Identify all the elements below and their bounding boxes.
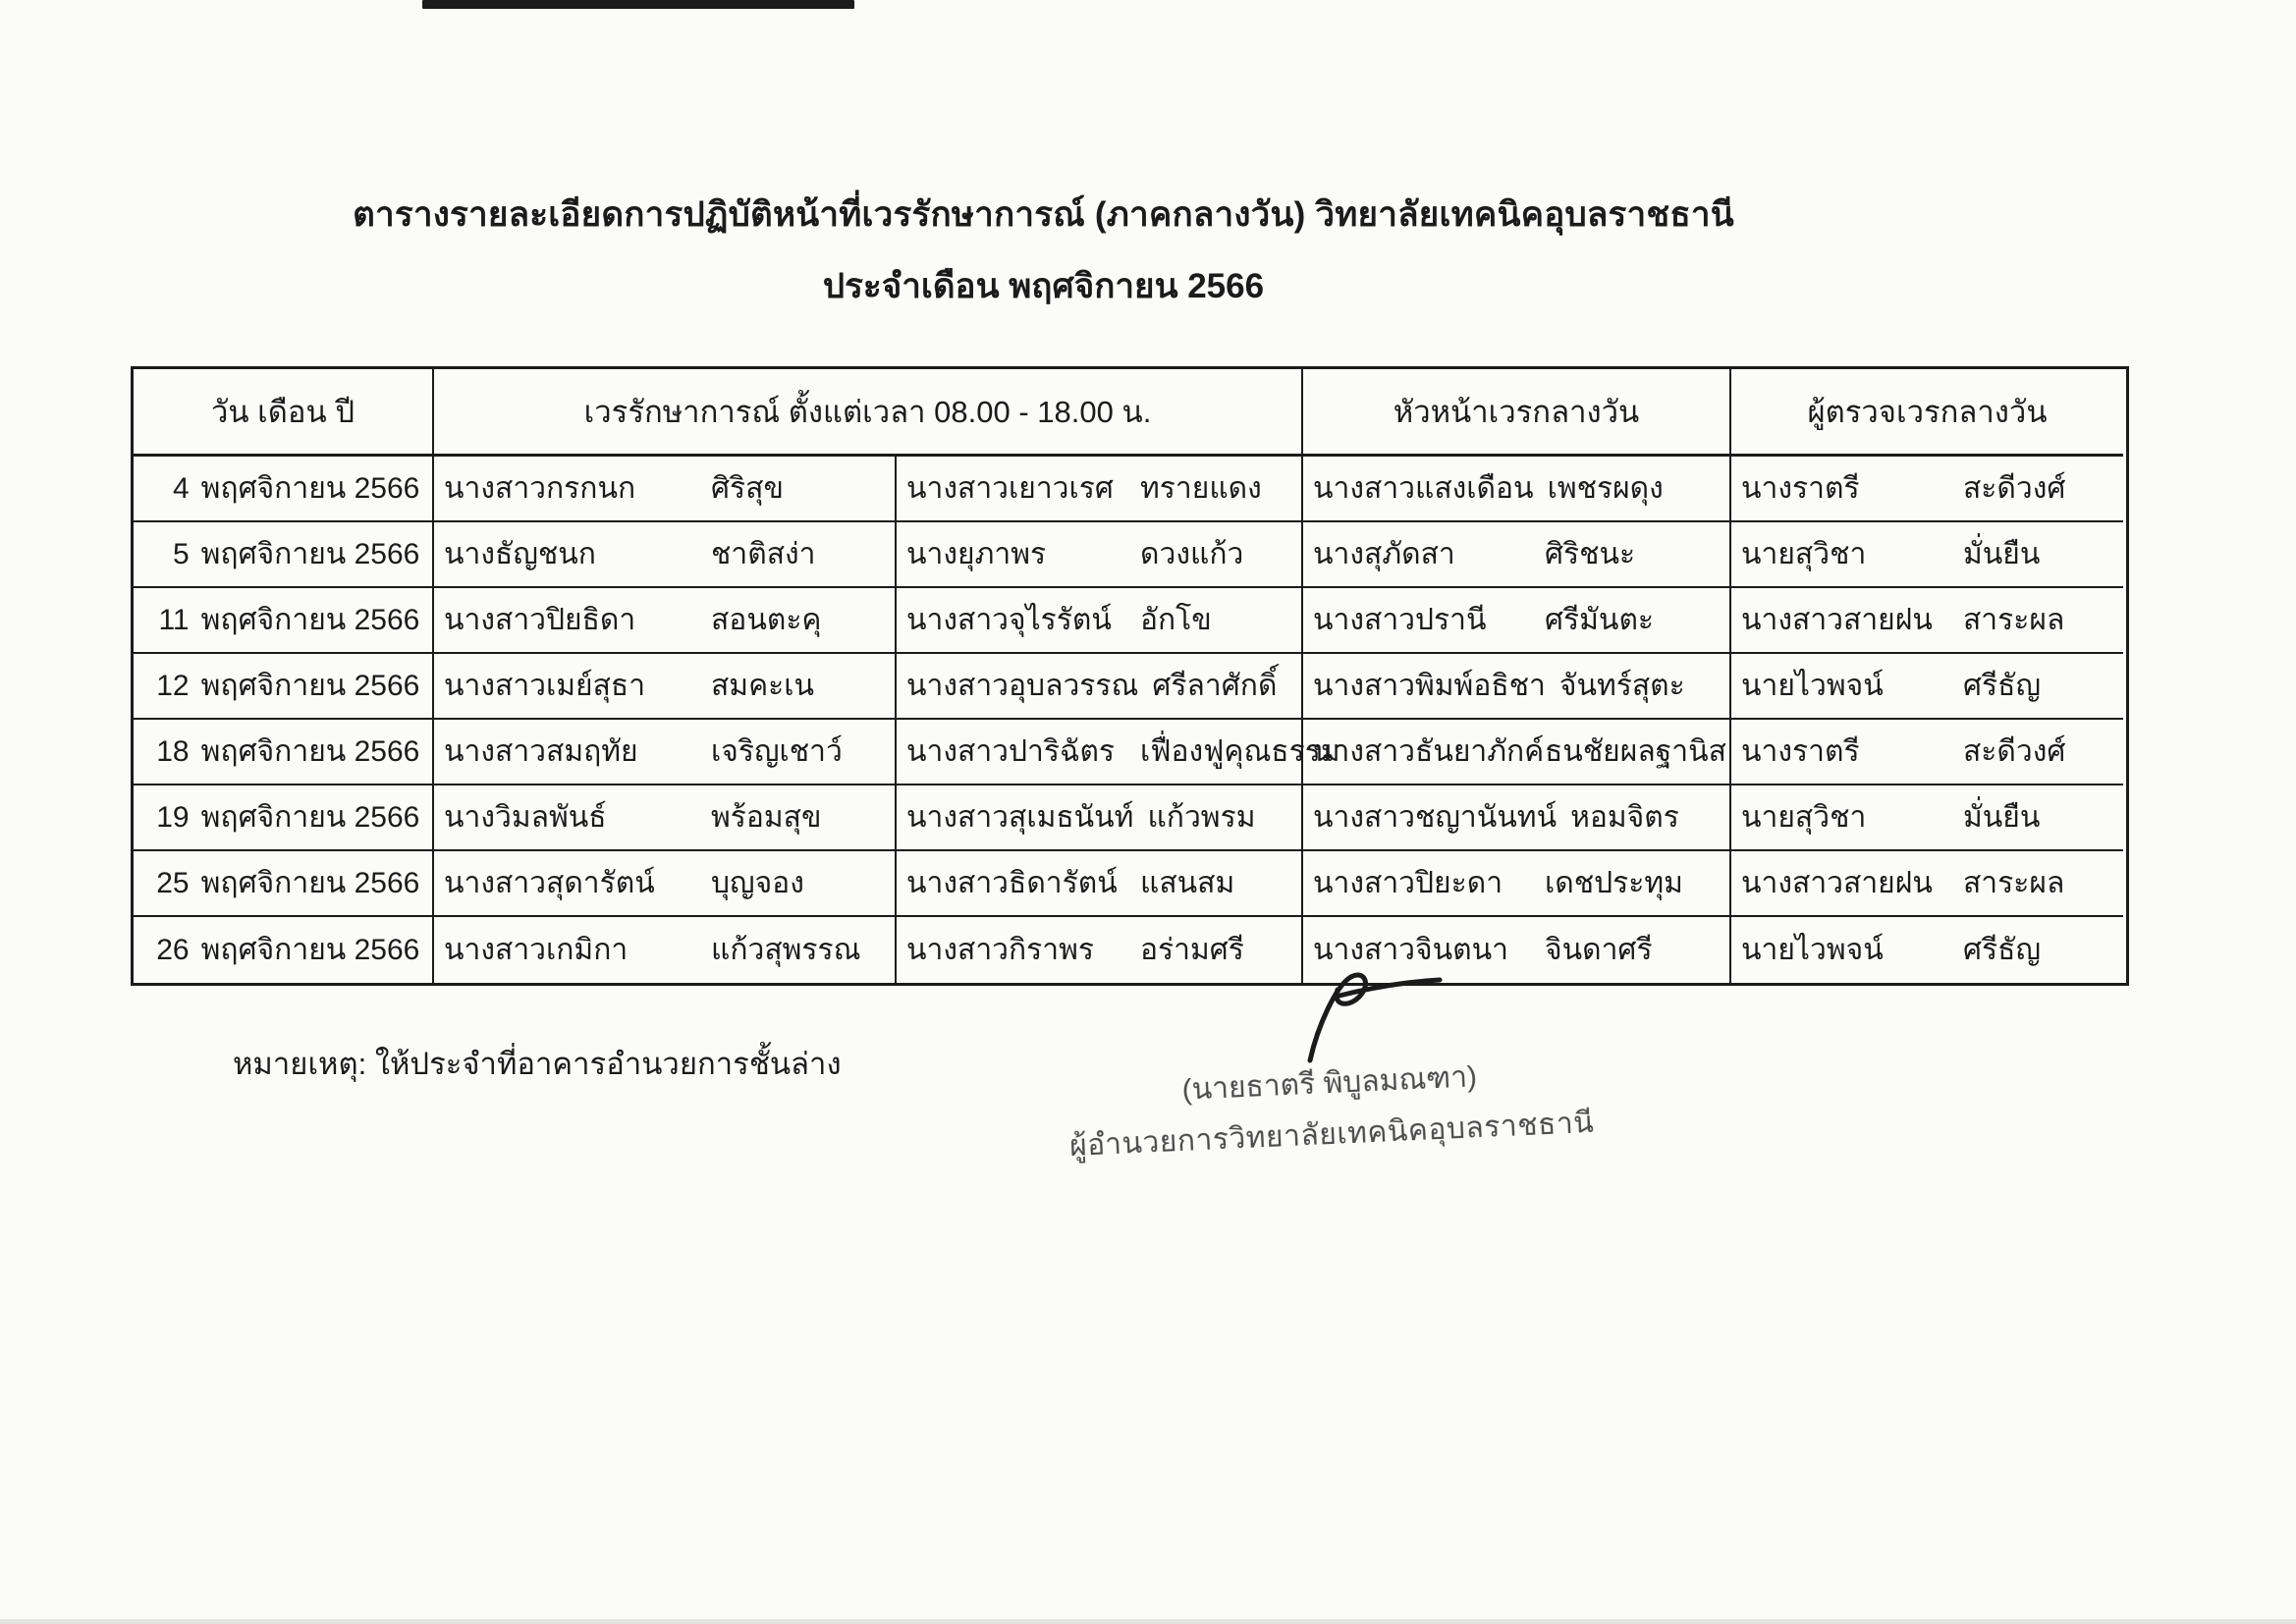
- head-surname: หอมจิตร: [1570, 801, 1679, 834]
- duty2-first-name: นางสาวสุเมธนันท์: [906, 801, 1134, 834]
- duty2-first-name: นางสาวกิราพร: [906, 934, 1095, 966]
- page-title: ตารางรายละเอียดการปฏิบัติหน้าที่เวรรักษาการณ์ (ภาคกลางวัน) วิทยาลัยเทคนิคอุบลราชธานี: [353, 195, 1734, 234]
- cell-date: [134, 654, 434, 720]
- scan-artifact-top-bar: [422, 0, 854, 9]
- cell-day-shift-inspector: [1731, 654, 2123, 720]
- date-month-year: พฤศจิกายน 2566: [200, 670, 420, 702]
- duty1-surname: เจริญเชาว์: [711, 735, 843, 768]
- duty2-surname: เฟื่องฟูคุณธรรม: [1140, 735, 1340, 768]
- column-header-date: วัน เดือน ปี: [134, 369, 434, 457]
- duty1-surname: บุญจอง: [711, 867, 804, 899]
- director-position: ผู้อำนวยการวิทยาลัยเทคนิคอุบลราชธานี: [1068, 1106, 1595, 1164]
- cell-day-shift-head: [1303, 457, 1731, 522]
- duty1-first-name: นางสาวเกมิกา: [444, 934, 629, 966]
- cell-duty-person-1: [434, 720, 897, 785]
- cell-duty-person-2: [897, 522, 1303, 588]
- cell-duty-person-1: [434, 522, 897, 588]
- duty2-first-name: นางสาวอุบลวรรณ: [906, 670, 1139, 702]
- cell-duty-person-1: [434, 917, 897, 983]
- cell-duty-person-2: [897, 720, 1340, 785]
- inspector-surname: ศรีธัญ: [1963, 934, 2042, 966]
- cell-day-shift-head: [1303, 522, 1731, 588]
- cell-date: [134, 522, 434, 588]
- cell-day-shift-head: [1303, 720, 1731, 785]
- inspector-first-name: นายสุวิชา: [1741, 538, 1867, 570]
- duty-roster-table: [131, 366, 2129, 986]
- inspector-first-name: นางสาวสายฝน: [1741, 867, 1933, 899]
- cell-day-shift-inspector: [1731, 720, 2123, 785]
- head-surname: ศิริชนะ: [1545, 538, 1636, 570]
- scan-artifact-bottom-edge: [0, 1619, 2296, 1624]
- duty2-first-name: นางยุภาพร: [906, 538, 1047, 570]
- cell-day-shift-head: [1303, 785, 1731, 851]
- cell-day-shift-inspector: [1731, 457, 2123, 522]
- duty1-surname: ชาติสง่า: [711, 538, 816, 570]
- duty2-first-name: นางสาวปาริฉัตร: [906, 735, 1116, 768]
- date-month-year: พฤศจิกายน 2566: [200, 472, 420, 505]
- cell-date: [134, 785, 434, 851]
- duty2-surname: อร่ามศรี: [1140, 934, 1244, 966]
- inspector-surname: สาระผล: [1963, 867, 2065, 899]
- head-first-name: นางสาวจินตนา: [1313, 934, 1508, 966]
- date-day: 25: [156, 866, 190, 899]
- cell-duty-person-1: [434, 851, 897, 917]
- duty1-first-name: นางสาวสมฤทัย: [444, 735, 638, 768]
- duty2-surname: แก้วพรม: [1147, 801, 1256, 834]
- head-first-name: นางสาวพิมพ์อธิชา: [1313, 670, 1546, 702]
- duty2-surname: แสนสม: [1140, 867, 1235, 899]
- date-month-year: พฤศจิกายน 2566: [200, 538, 420, 570]
- column-header-duty: เวรรักษาการณ์ ตั้งแต่เวลา 08.00 - 18.00 น.: [434, 369, 1303, 457]
- head-first-name: นางสาวแสงเดือน: [1313, 472, 1534, 505]
- duty1-surname: ศิริสุข: [711, 472, 784, 505]
- inspector-first-name: นางราตรี: [1741, 735, 1860, 768]
- head-surname: ธนชัยผลฐานิส: [1545, 735, 1726, 768]
- head-first-name: นางสาวปรานี: [1313, 604, 1487, 636]
- duty1-first-name: นางธัญชนก: [444, 538, 596, 570]
- inspector-first-name: นางราตรี: [1741, 472, 1860, 505]
- duty2-surname: ศรีลาศักดิ์: [1152, 670, 1278, 702]
- inspector-surname: มั่นยืน: [1963, 801, 2041, 834]
- cell-day-shift-head: [1303, 654, 1731, 720]
- date-day: 11: [158, 603, 190, 636]
- cell-duty-person-2: [897, 917, 1303, 983]
- date-day: 19: [156, 800, 190, 834]
- inspector-first-name: นายไวพจน์: [1741, 670, 1884, 702]
- head-first-name: นางสาวปิยะดา: [1313, 867, 1503, 899]
- document-header: [0, 185, 2087, 316]
- date-day: 18: [156, 734, 190, 768]
- duty1-surname: สอนตะคุ: [711, 604, 822, 636]
- duty2-surname: ทรายแดง: [1140, 472, 1262, 505]
- cell-date: [134, 720, 434, 785]
- column-header-day-shift-inspector: ผู้ตรวจเวรกลางวัน: [1731, 369, 2123, 457]
- inspector-surname: สะดีวงศ์: [1963, 472, 2066, 505]
- duty1-surname: พร้อมสุข: [711, 801, 822, 834]
- head-first-name: นางสาวธันยาภักค์: [1313, 735, 1545, 768]
- cell-duty-person-1: [434, 457, 897, 522]
- cell-date: [134, 588, 434, 654]
- duty1-first-name: นางวิมลพันธ์: [444, 801, 607, 834]
- duty2-first-name: นางสาวเยาวเรศ: [906, 472, 1114, 505]
- cell-day-shift-inspector: [1731, 917, 2123, 983]
- head-surname: ศรีมันตะ: [1545, 604, 1655, 636]
- duty1-surname: สมคะเน: [711, 670, 815, 702]
- head-surname: เดชประทุม: [1545, 867, 1683, 899]
- duty1-surname: แก้วสุพรรณ: [711, 934, 861, 966]
- duty1-first-name: นางสาวกรกนก: [444, 472, 636, 505]
- footnote: หมายเหตุ: ให้ประจำที่อาคารอำนวยการชั้นล่าง: [233, 1047, 842, 1081]
- cell-day-shift-inspector: [1731, 522, 2123, 588]
- cell-day-shift-head: [1303, 851, 1731, 917]
- head-surname: เพชรผดุง: [1547, 472, 1664, 505]
- date-month-year: พฤศจิกายน 2566: [200, 735, 420, 768]
- cell-duty-person-1: [434, 654, 897, 720]
- cell-day-shift-inspector: [1731, 785, 2123, 851]
- cell-duty-person-2: [897, 457, 1303, 522]
- head-first-name: นางสาวชญานันทน์: [1313, 801, 1558, 834]
- inspector-surname: สาระผล: [1963, 604, 2065, 636]
- date-day: 12: [156, 669, 190, 702]
- date-month-year: พฤศจิกายน 2566: [200, 934, 420, 966]
- duty1-first-name: นางสาวเมย์สุธา: [444, 670, 646, 702]
- cell-duty-person-2: [897, 588, 1303, 654]
- cell-duty-person-2: [897, 851, 1303, 917]
- date-month-year: พฤศจิกายน 2566: [200, 867, 420, 899]
- duty2-first-name: นางสาวจุไรรัตน์: [906, 604, 1112, 636]
- cell-duty-person-1: [434, 588, 897, 654]
- duty1-first-name: นางสาวสุดารัตน์: [444, 867, 655, 899]
- cell-date: [134, 457, 434, 522]
- cell-duty-person-2: [897, 785, 1303, 851]
- column-header-day-shift-head: หัวหน้าเวรกลางวัน: [1303, 369, 1731, 457]
- head-surname: จันทร์สุตะ: [1558, 670, 1685, 702]
- inspector-surname: ศรีธัญ: [1963, 670, 2042, 702]
- inspector-surname: สะดีวงศ์: [1963, 735, 2066, 768]
- cell-duty-person-1: [434, 785, 897, 851]
- cell-day-shift-head: [1303, 588, 1731, 654]
- inspector-first-name: นายไวพจน์: [1741, 934, 1884, 966]
- cell-duty-person-2: [897, 654, 1303, 720]
- duty2-surname: ดวงแก้ว: [1140, 538, 1244, 570]
- date-month-year: พฤศจิกายน 2566: [200, 801, 420, 834]
- date-day: 4: [172, 471, 190, 505]
- director-signature-block: [1034, 1045, 1627, 1173]
- head-surname: จินดาศรี: [1545, 934, 1653, 966]
- cell-date: [134, 917, 434, 983]
- duty1-first-name: นางสาวปิยธิดา: [444, 604, 636, 636]
- date-month-year: พฤศจิกายน 2566: [200, 604, 420, 636]
- duty2-first-name: นางสาวธิดารัตน์: [906, 867, 1118, 899]
- duty2-surname: อักโข: [1140, 604, 1212, 636]
- date-day: 26: [156, 933, 190, 966]
- head-first-name: นางสุภัดสา: [1313, 538, 1455, 570]
- inspector-surname: มั่นยืน: [1963, 538, 2041, 570]
- inspector-first-name: นายสุวิชา: [1741, 801, 1867, 834]
- cell-date: [134, 851, 434, 917]
- date-day: 5: [172, 537, 190, 570]
- director-name: (นายธาตรี พิบูลมณฑา): [1180, 1060, 1478, 1107]
- cell-day-shift-inspector: [1731, 851, 2123, 917]
- inspector-first-name: นางสาวสายฝน: [1741, 604, 1933, 636]
- cell-day-shift-inspector: [1731, 588, 2123, 654]
- page-subtitle: ประจำเดือน พฤศจิกายน 2566: [822, 267, 1265, 305]
